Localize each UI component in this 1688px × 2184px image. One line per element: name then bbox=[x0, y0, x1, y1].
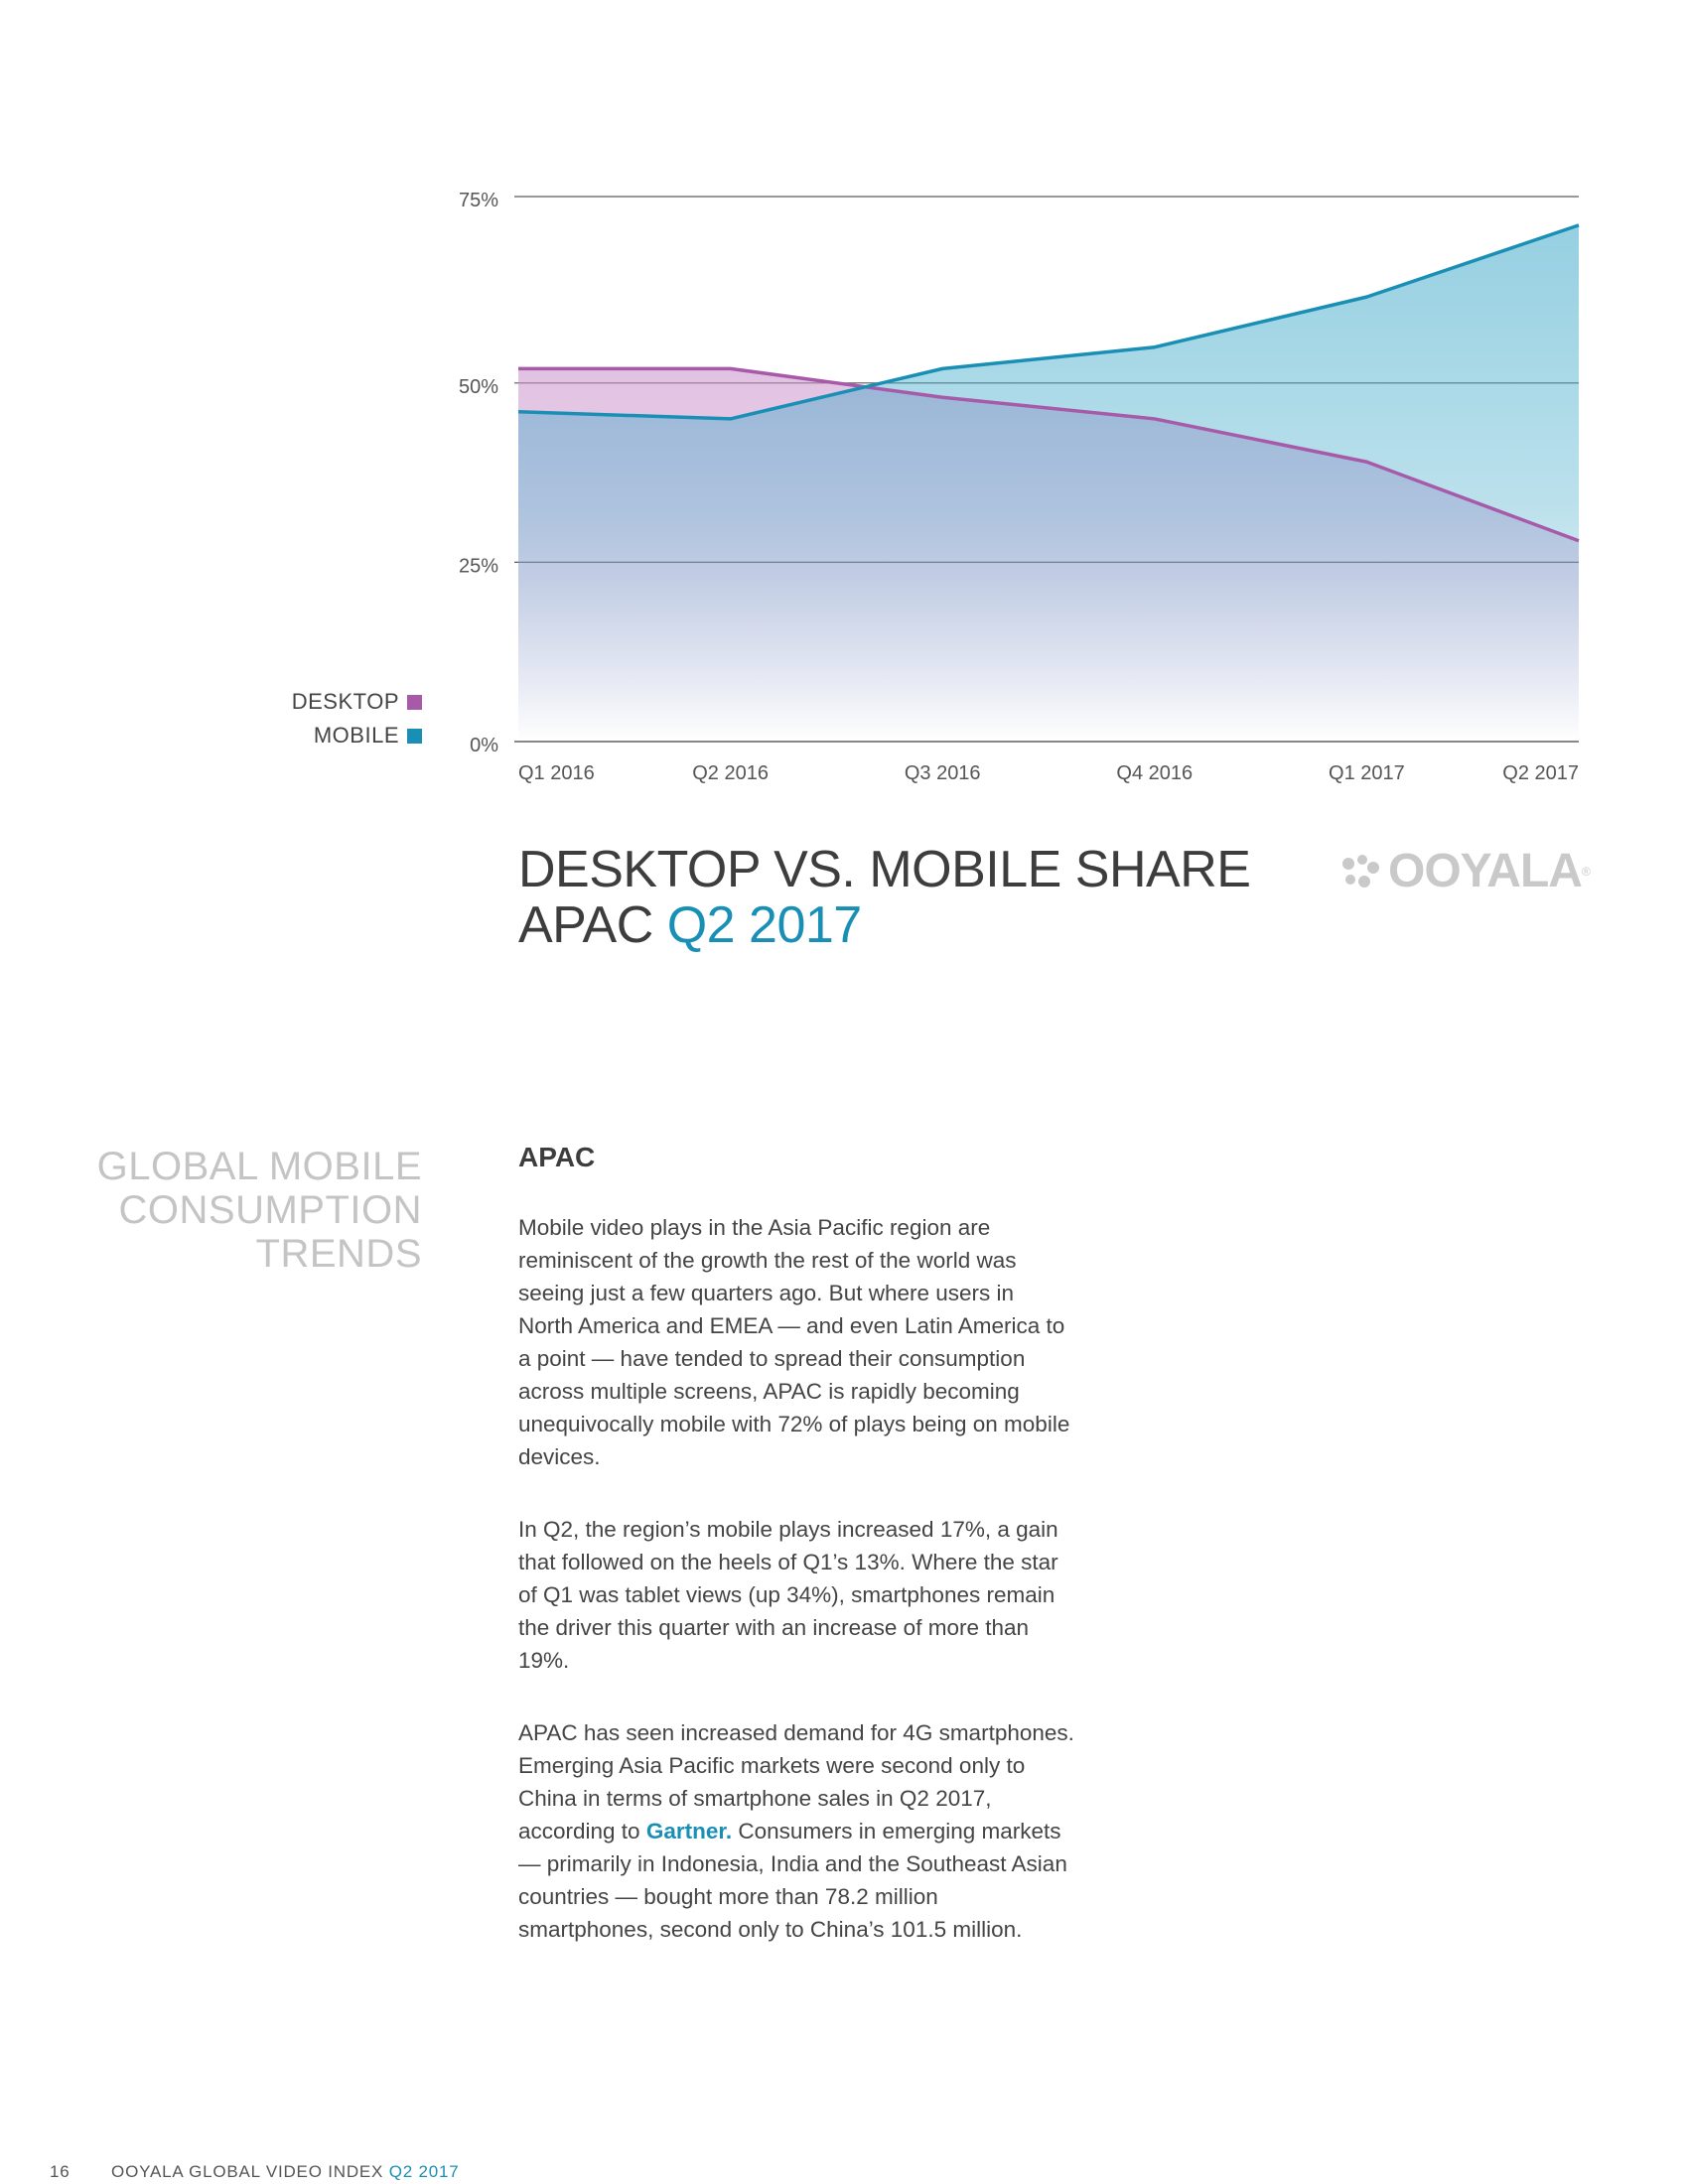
x-tick-label: Q2 2017 bbox=[1502, 762, 1579, 784]
x-tick-label: Q2 2016 bbox=[692, 762, 769, 784]
y-tick-label: 0% bbox=[470, 735, 498, 756]
gartner-link[interactable]: Gartner. bbox=[645, 1819, 733, 1843]
section-label bbox=[70, 1145, 422, 1276]
page-number: 16 bbox=[50, 2162, 70, 2181]
footer-title: OOYALA GLOBAL VIDEO INDEX bbox=[111, 2162, 384, 2181]
legend-swatch-desktop bbox=[407, 695, 422, 710]
y-tick-label: 50% bbox=[458, 375, 498, 398]
article-paragraph-3-end: Consumers in emerging markets — primarily in Indonesia, India and the Southeast Asian countries — bought more than 78.2 million smartphones, second only to China’s 101.5 million. bbox=[518, 1819, 1067, 1942]
article-paragraph-2: In Q2, the region’s mobile plays increased 17%, a gain that followed on the heels of Q1’s 13%. Where the star of Q1 was tablet views (up 34%), smartphones remain the driver this quarter with an increase of more than 19%. bbox=[518, 1517, 1058, 1673]
article bbox=[518, 1142, 1074, 1985]
article-paragraph-3-start: APAC has seen increased demand for 4G smartphones. Emerging Asia Pacific markets were second only to China in terms of smartphone sales in Q2 2017, according to bbox=[518, 1720, 1074, 1843]
y-tick-label: 25% bbox=[458, 555, 498, 578]
x-tick-label: Q1 2017 bbox=[1329, 762, 1405, 784]
legend-swatch-mobile bbox=[407, 729, 422, 744]
legend-item-desktop bbox=[248, 685, 422, 719]
section-label-line1: GLOBAL MOBILE bbox=[96, 1145, 422, 1188]
section-label-line2: CONSUMPTION bbox=[118, 1188, 422, 1232]
footer-quarter: Q2 2017 bbox=[388, 2162, 460, 2181]
ooyala-logo bbox=[1340, 844, 1591, 898]
x-tick-label: Q4 2016 bbox=[1116, 762, 1194, 784]
chart-title-line2 bbox=[518, 897, 1250, 953]
x-tick-label: Q3 2016 bbox=[904, 762, 981, 784]
article-paragraph-3 bbox=[518, 1716, 1074, 1946]
ooyala-logo-mark-icon bbox=[1340, 854, 1380, 889]
legend-label-mobile: MOBILE bbox=[313, 723, 399, 748]
article-heading: APAC bbox=[518, 1142, 596, 1172]
legend-item-mobile bbox=[248, 719, 422, 752]
chart-legend bbox=[248, 685, 422, 752]
legend-label-desktop: DESKTOP bbox=[291, 689, 399, 714]
chart-title-line1: DESKTOP VS. MOBILE SHARE bbox=[518, 841, 1251, 898]
y-tick-label: 75% bbox=[458, 190, 498, 211]
page-footer bbox=[50, 2162, 460, 2182]
ooyala-logo-text: OOYALA bbox=[1388, 845, 1582, 897]
chart-title bbox=[518, 842, 1250, 953]
ooyala-logo-registered: ® bbox=[1581, 864, 1591, 879]
chart-title-region: APAC bbox=[518, 896, 653, 954]
chart-title-quarter: Q2 2017 bbox=[666, 896, 862, 954]
x-tick-label: Q1 2016 bbox=[518, 762, 595, 784]
section-label-line3: TRENDS bbox=[255, 1232, 422, 1276]
article-paragraph-1: Mobile video plays in the Asia Pacific region are reminiscent of the growth the rest of the world was seeing just a few quarters ago. But where users in North America and EMEA — and even Latin America to a point — have tended to spread their consumption across multiple screens, APAC is rapidly becoming unequivocally mobile with 72% of plays being on mobile devices. bbox=[518, 1215, 1070, 1469]
